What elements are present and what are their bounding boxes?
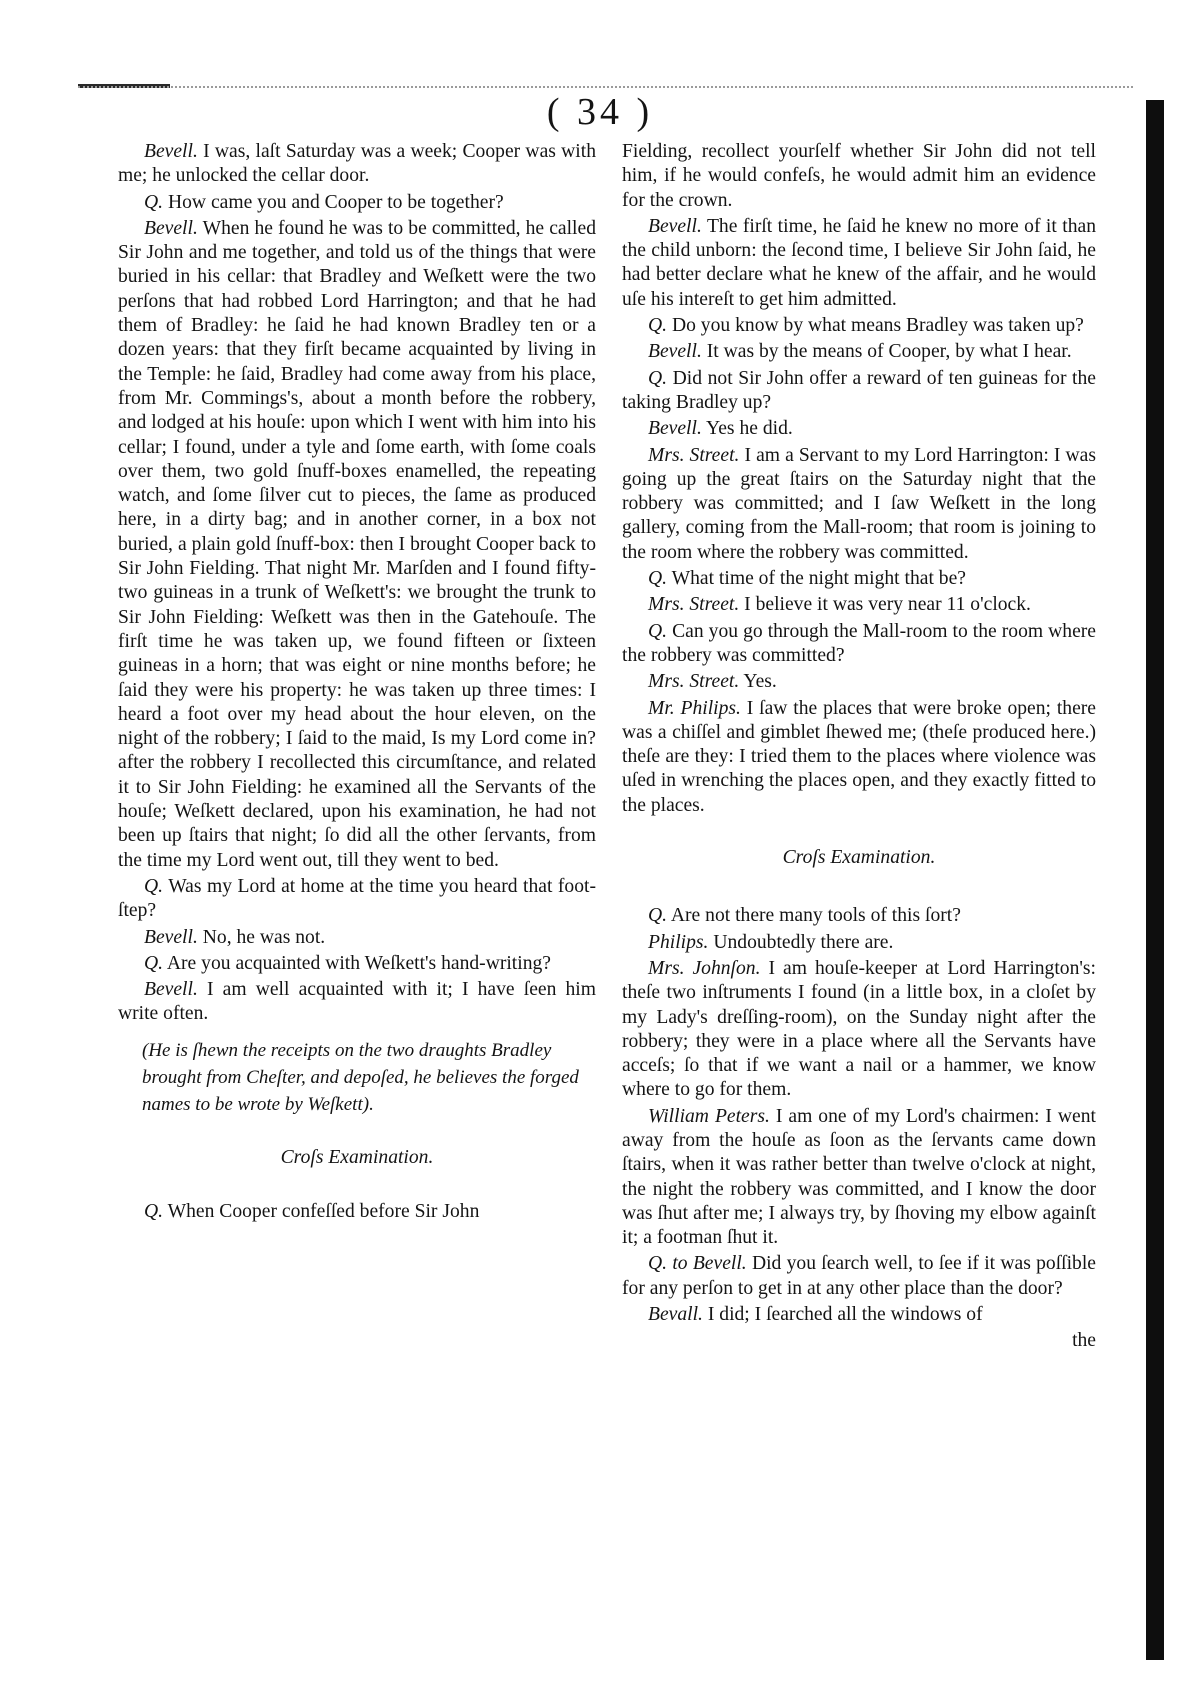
paragraph-text: What time of the night might that be?	[667, 568, 966, 590]
testimony-paragraph	[118, 217, 596, 873]
testimony-paragraph	[622, 620, 1096, 669]
testimony-paragraph	[622, 957, 1096, 1103]
right-column	[622, 140, 1096, 1356]
testimony-paragraph	[622, 417, 1096, 441]
paragraph-text: Fielding, recollect yourſelf whether Sir John did not tell him, if he would confeſs, he would admit him an evidence for the crown.	[622, 141, 1096, 211]
paragraph-text: I am well acquainted with it; I have ſeen him write often.	[118, 979, 596, 1025]
paragraph-text: I was, laſt Saturday was a week; Cooper was with me; he unlocked the cellar door.	[118, 141, 596, 187]
speaker-label: Bevell.	[144, 141, 198, 162]
paragraph-text: Do you know by what means Bradley was taken up?	[667, 315, 1084, 337]
speaker-label: Mr. Philips.	[648, 697, 741, 719]
speaker-label: Q.	[648, 367, 668, 389]
paragraph-text: I am one of my Lord's chairmen: I went away from the houſe as ſoon as the ſervants came down ſtairs, when it was rather better than twelve o'clock at night, the night the robbery was committed, and I know the door was ſhut after me; I always try, by ſhoving my elbow againſt it; a footman ſhut it.	[622, 1105, 1096, 1249]
paragraph-text: (He is ſhewn the receipts on the two draughts Bradley brought from Cheſter, and depoſed, he believes the forged names to be wrote by Weſkett).	[142, 1039, 579, 1115]
paragraph-text: I believe it was very near 11 o'clock.	[739, 594, 1031, 616]
testimony-paragraph	[622, 697, 1096, 818]
testimony-paragraph	[622, 314, 1096, 338]
page-number: ( 34 )	[546, 91, 654, 133]
paragraph-text: When Cooper confeſſed before Sir John	[163, 1200, 480, 1222]
testimony-paragraph	[622, 140, 1096, 213]
speaker-label: Mrs. Street.	[648, 671, 740, 693]
speaker-label: Q.	[144, 191, 164, 213]
speaker-label: Bevell.	[648, 215, 702, 237]
speaker-label: Bevell.	[144, 926, 198, 948]
speaker-label: Q.	[648, 620, 668, 642]
paragraph-text: I am houſe-keeper at Lord Harrington's: theſe two inſtruments I found (in a little box, in a cloſet by my Lady's dreſſing-room), on the Sunday night after the robbery; they were in a place where all the Servants have acceſs; ſo that if we want a nail or a hammer, we know where to go for them.	[622, 957, 1096, 1101]
speaker-label: Q. to Bevell.	[648, 1253, 747, 1275]
paragraph-text: Croſs Examination.	[782, 847, 936, 869]
paragraph-text: The firſt time, he ſaid he knew no more of it than the child unborn: the ſecond time, I believe Sir John ſaid, he had better declare what he knew of the affair, and he would uſe his intereſt to get him admitted.	[622, 215, 1096, 310]
speaker-label: Bevall.	[648, 1304, 703, 1326]
paragraph-text: How came you and Cooper to be together?	[163, 191, 504, 213]
paragraph-text: Croſs Examination.	[280, 1146, 434, 1168]
paragraph-text: Did not Sir John offer a reward of ten guineas for the taking Bradley up?	[622, 367, 1096, 413]
section-heading	[118, 1146, 596, 1170]
speaker-label: Mrs. Street.	[648, 444, 740, 466]
speaker-label: Mrs. Johnſon.	[648, 957, 761, 979]
paragraph-text: the	[1072, 1330, 1096, 1352]
speaker-label: Q.	[144, 875, 164, 897]
paragraph-text: Yes.	[739, 671, 777, 693]
paragraph-text: No, he was not.	[197, 926, 326, 948]
testimony-paragraph	[622, 1303, 1096, 1327]
speaker-label: Q.	[648, 568, 668, 590]
testimony-paragraph	[622, 670, 1096, 694]
speaker-label: Philips.	[648, 931, 709, 953]
section-heading	[622, 846, 1096, 870]
paragraph-text: I am a Servant to my Lord Harrington: I was going up the great ſtairs on the Saturday night that the robbery was committed; and I ſaw Weſkett in the long gallery, coming from the Mall-room; that room is joining to the room where the robbery was committed.	[622, 444, 1096, 563]
testimony-paragraph	[622, 367, 1096, 416]
testimony-paragraph	[622, 1105, 1096, 1251]
testimony-paragraph	[118, 952, 596, 976]
left-column	[118, 140, 596, 1226]
testimony-paragraph	[622, 931, 1096, 955]
testimony-paragraph	[622, 444, 1096, 565]
testimony-paragraph	[118, 191, 596, 215]
speaker-label: Q.	[144, 952, 164, 974]
speaker-label: Mrs. Street.	[648, 594, 740, 616]
catchword	[622, 1329, 1096, 1353]
paragraph-text: Did you ſearch well, to ſee if it was poſſible for any perſon to get in at any other place than the door?	[622, 1253, 1096, 1299]
testimony-paragraph	[622, 340, 1096, 364]
paragraph-text: Undoubtedly there are.	[708, 931, 894, 953]
paragraph-text: When he found he was to be committed, he called Sir John and me together, and told us of the things that were buried in his cellar: that Bradley and Weſkett were the two perſons that had robbed Lord Harrington; and that he had them of Bradley: he ſaid he had known Bradley ten or a dozen years: that they firſt became acquainted by living in the Temple: he ſaid, Bradley had come away from his place, from Mr. Commings's, about a month before the robbery, and lodged at his houſe: upon which I went with him into his cellar; I found, under a tyle and ſome earth, with ſome coals over them, two gold ſnuff-boxes enamelled, the repeating watch, and ſome ſilver cut to pieces, the ſame as produced here, in a dirty bag; and in another corner, in a box not buried, a plain gold ſnuff-box: then I brought Cooper back to Sir John Fielding. That night Mr. Marſden and I found fifty-two guineas in a trunk of Weſkett's: we brought the trunk to Sir John Fielding: Weſkett was then in the Gatehouſe. The firſt time he was taken up, we found fifteen or ſixteen guineas in a horn; that was eight or nine months before; he ſaid they were his property: he was taken up three times: I heard a foot over my head about the hour eleven, on the night of the robbery; I ſaid to the maid, Is my Lord come in? after the robbery I recollected this circumſtance, and related it to Sir John Fielding: he examined all the Servants of the houſe; Weſkett declared, upon his examination, he had not been up ſtairs that night; ſo did all the other ſervants, from the time my Lord went out, till they went to bed.	[118, 217, 596, 871]
paragraph-text: Was my Lord at home at the time you heard that foot-ſtep?	[118, 875, 596, 922]
testimony-paragraph	[622, 215, 1096, 312]
speaker-label: Q.	[648, 905, 668, 927]
paragraph-text: Are you acquainted with Weſkett's hand-writing?	[163, 952, 551, 974]
speaker-label: Q.	[144, 1200, 164, 1222]
testimony-paragraph	[118, 978, 596, 1027]
testimony-paragraph	[118, 140, 596, 189]
testimony-paragraph	[622, 904, 1096, 928]
speaker-label: Bevell.	[648, 341, 702, 363]
paragraph-text: Can you go through the Mall-room to the room where the robbery was committed?	[622, 620, 1096, 666]
paragraph-text: It was by the means of Cooper, by what I hear.	[701, 341, 1072, 363]
speaker-label: Q.	[648, 315, 668, 337]
stage-note	[142, 1037, 596, 1118]
paragraph-text: Are not there many tools of this ſort?	[667, 905, 961, 927]
binding-edge-shadow	[1146, 100, 1164, 1660]
testimony-paragraph	[622, 593, 1096, 617]
header-rule	[78, 86, 1133, 88]
paragraph-text: I ſaw the places that were broke open; there was a chiſſel and gimblet ſhewed me; (theſe produced here.) theſe are they: I tried them to the places where violence was uſed in wrenching the places open, and they exactly fitted to the places.	[622, 697, 1096, 816]
paragraph-text: I did; I ſearched all the windows of	[702, 1304, 983, 1326]
speaker-label: Bevell.	[144, 217, 198, 239]
testimony-paragraph	[118, 1200, 596, 1224]
speaker-label: Bevell.	[648, 418, 702, 440]
speaker-label: Bevell.	[144, 979, 198, 1001]
testimony-paragraph	[622, 1252, 1096, 1301]
paragraph-text: Yes he did.	[701, 418, 793, 440]
testimony-paragraph	[118, 926, 596, 950]
testimony-paragraph	[622, 567, 1096, 591]
testimony-paragraph	[118, 875, 596, 924]
speaker-label: William Peters.	[648, 1105, 770, 1127]
